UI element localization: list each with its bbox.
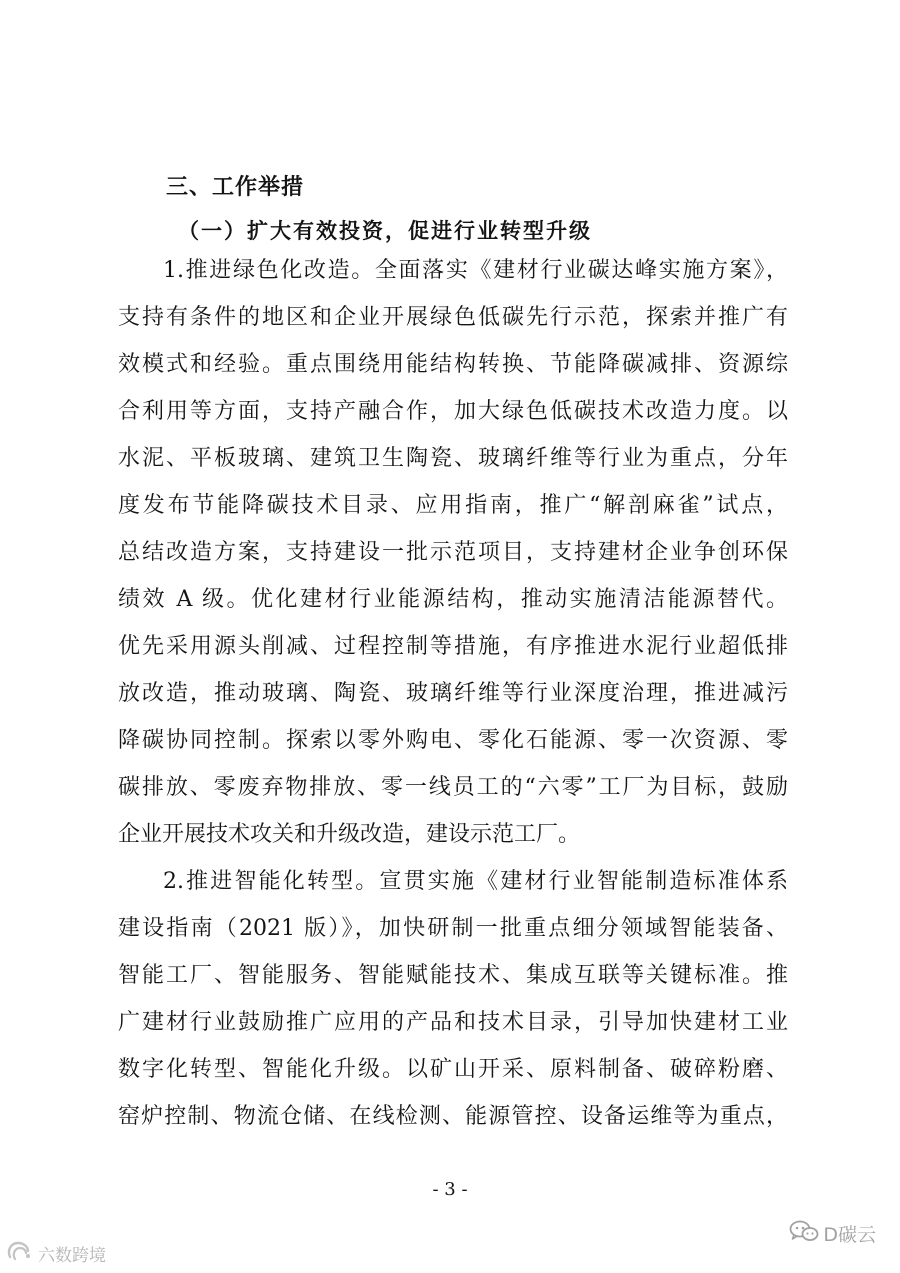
- paragraph1-line: 降碳协同控制。探索以零外购电、零化石能源、零一次资源、零: [118, 728, 788, 753]
- paragraph2-line: 2.推进智能化转型。宣贯实施《建材行业智能制造标准体系: [163, 869, 788, 894]
- paragraph2-line: 智能工厂、智能服务、智能赋能技术、集成互联等关键标准。推: [118, 963, 788, 988]
- watermark-left-text: 六数跨境: [38, 1245, 106, 1266]
- paragraph1-line: 绩效 A 级。优化建材行业能源结构，推动实施清洁能源替代。: [118, 587, 788, 612]
- paragraph2-line: 数字化转型、智能化升级。以矿山开采、原料制备、破碎粉磨、: [118, 1057, 788, 1082]
- paragraph2-line: 窑炉控制、物流仓储、在线检测、能源管控、设备运维等为重点，: [118, 1104, 788, 1129]
- paragraph1-line: 支持有条件的地区和企业开展绿色低碳先行示范，探索并推广有: [118, 305, 788, 330]
- paragraph1-line: 合利用等方面，支持产融合作，加大绿色低碳技术改造力度。以: [118, 399, 788, 424]
- paragraph1-line: 优先采用源头削减、过程控制等措施，有序推进水泥行业超低排: [118, 634, 788, 659]
- wechat-icon: [789, 1219, 819, 1247]
- paragraph1-line: 碳排放、零废弃物排放、零一线员工的“六零”工厂为目标，鼓励: [118, 775, 788, 800]
- paragraph1-line: 效模式和经验。重点围绕用能结构转换、节能降碳减排、资源综: [118, 352, 788, 377]
- paragraph1-line: 总结改造方案，支持建设一批示范项目，支持建材企业争创环保: [118, 540, 788, 565]
- brand-logo-icon: [6, 1240, 32, 1266]
- paragraph2-line: 广建材行业鼓励推广应用的产品和技术目录，引导加快建材工业: [118, 1010, 788, 1035]
- paragraph1-line: 企业开展技术攻关和升级改造，建设示范工厂。: [118, 822, 581, 847]
- subsection-heading: （一）扩大有效投资，促进行业转型升级: [178, 219, 592, 243]
- paragraph1-line: 度发布节能降碳技术目录、应用指南，推广“解剖麻雀”试点，: [118, 493, 788, 518]
- paragraph2-line: 建设指南（2021 版）》，加快研制一批重点细分领域智能装备、: [118, 916, 788, 941]
- watermark-right-text: D碳云: [823, 1223, 876, 1246]
- page-number: - 3 -: [432, 1179, 468, 1200]
- paragraph1-line: 放改造，推动玻璃、陶瓷、玻璃纤维等行业深度治理，推进减污: [118, 681, 788, 706]
- paragraph1-line: 1.推进绿色化改造。全面落实《建材行业碳达峰实施方案》，: [163, 258, 788, 283]
- watermark-left: [6, 1240, 106, 1266]
- watermark-right: [789, 1218, 876, 1248]
- paragraph1-line: 水泥、平板玻璃、建筑卫生陶瓷、玻璃纤维等行业为重点，分年: [118, 446, 788, 471]
- section-heading: 三、工作举措: [166, 175, 305, 200]
